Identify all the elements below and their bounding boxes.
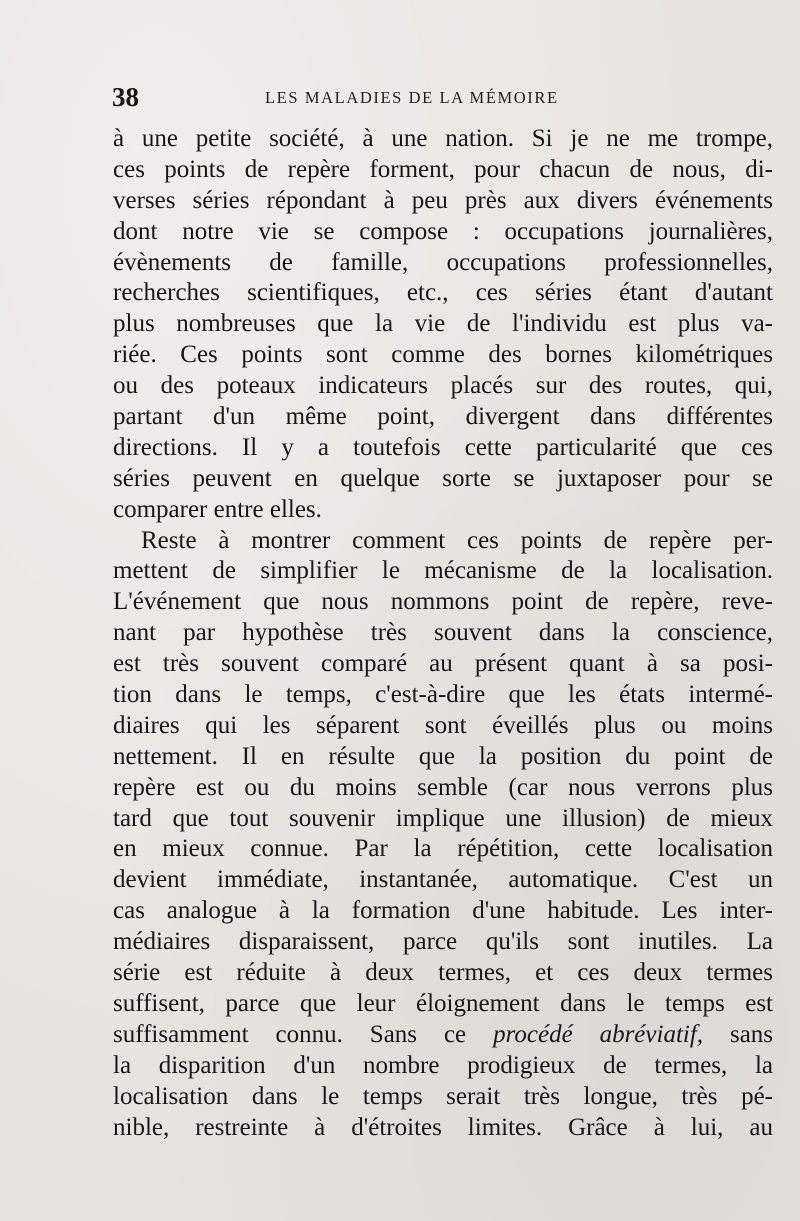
text-segment: sans (729, 1020, 774, 1048)
text-line: riée. Ces points sont comme des bornes kilométriques (113, 341, 773, 369)
text-line: verses séries répondant à peu près aux divers événements (113, 186, 773, 214)
text-line: repère est ou du moins semble (car nous verrons plus (113, 773, 773, 801)
text-line-with-italic (113, 1020, 773, 1051)
text-line: tard que tout souvenir implique une illusion) de mieux (113, 804, 773, 832)
text-line: nible, restreinte à d'étroites limites. Grâce à lui, au (113, 1113, 773, 1141)
text-line: Reste à montrer comment ces points de repère per- (141, 526, 773, 554)
text-line: plus nombreuses que la vie de l'individu est plus va- (113, 310, 773, 338)
text-line: cas analogue à la formation d'une habitude. Les inter- (113, 897, 773, 925)
text-line: diaires qui les séparent sont éveillés plus ou moins (113, 711, 773, 739)
page-number: 38 (112, 82, 139, 112)
text-line: dont notre vie se compose : occupations journalières, (113, 217, 773, 245)
body-text (113, 124, 773, 1143)
text-line: ces points de repère forment, pour chacun de nous, di- (113, 155, 773, 183)
text-line: partant d'un même point, divergent dans différentes (113, 403, 773, 431)
page-header (112, 82, 772, 116)
text-line: directions. Il y a toutefois cette particularité que ces (113, 433, 773, 461)
running-title: LES MALADIES DE LA MÉMOIRE (265, 88, 559, 107)
text-line: en mieux connue. Par la répétition, cette localisation (113, 835, 773, 863)
text-line: L'événement que nous nommons point de repère, reve- (113, 588, 773, 616)
text-segment: suffisamment connu. Sans ce (113, 1020, 467, 1048)
text-line: est très souvent comparé au présent quant à sa posi- (113, 650, 773, 678)
text-line: ou des poteaux indicateurs placés sur des routes, qui, (113, 372, 773, 400)
text-line: devient immédiate, instantanée, automatique. C'est un (113, 866, 773, 894)
text-line: séries peuvent en quelque sorte se juxtaposer pour se (113, 464, 773, 492)
text-line: à une petite société, à une nation. Si je ne me trompe, (113, 125, 773, 152)
text-line: évènements de famille, occupations professionnelles, (113, 248, 773, 276)
text-line: nettement. Il en résulte que la position du point de (113, 742, 773, 770)
text-line: la disparition d'un nombre prodigieux de termes, la (113, 1051, 773, 1079)
text-line: mettent de simplifier le mécanisme de la localisation. (113, 557, 773, 585)
text-line: recherches scientifiques, etc., ces séries étant d'autant (113, 279, 773, 307)
text-line: série est réduite à deux termes, et ces deux termes (113, 959, 773, 987)
text-line: tion dans le temps, c'est-à-dire que les états intermé- (113, 681, 773, 709)
italic-phrase: procédé abréviatif, (493, 1020, 704, 1048)
text-line: localisation dans le temps serait très longue, très pé- (113, 1082, 773, 1110)
text-line: comparer entre elles. (113, 495, 322, 523)
text-line: nant par hypothèse très souvent dans la conscience, (113, 619, 773, 647)
text-line: médiaires disparaissent, parce qu'ils sont inutiles. La (113, 928, 773, 956)
text-line: suffisent, parce que leur éloignement dans le temps est (113, 989, 773, 1017)
